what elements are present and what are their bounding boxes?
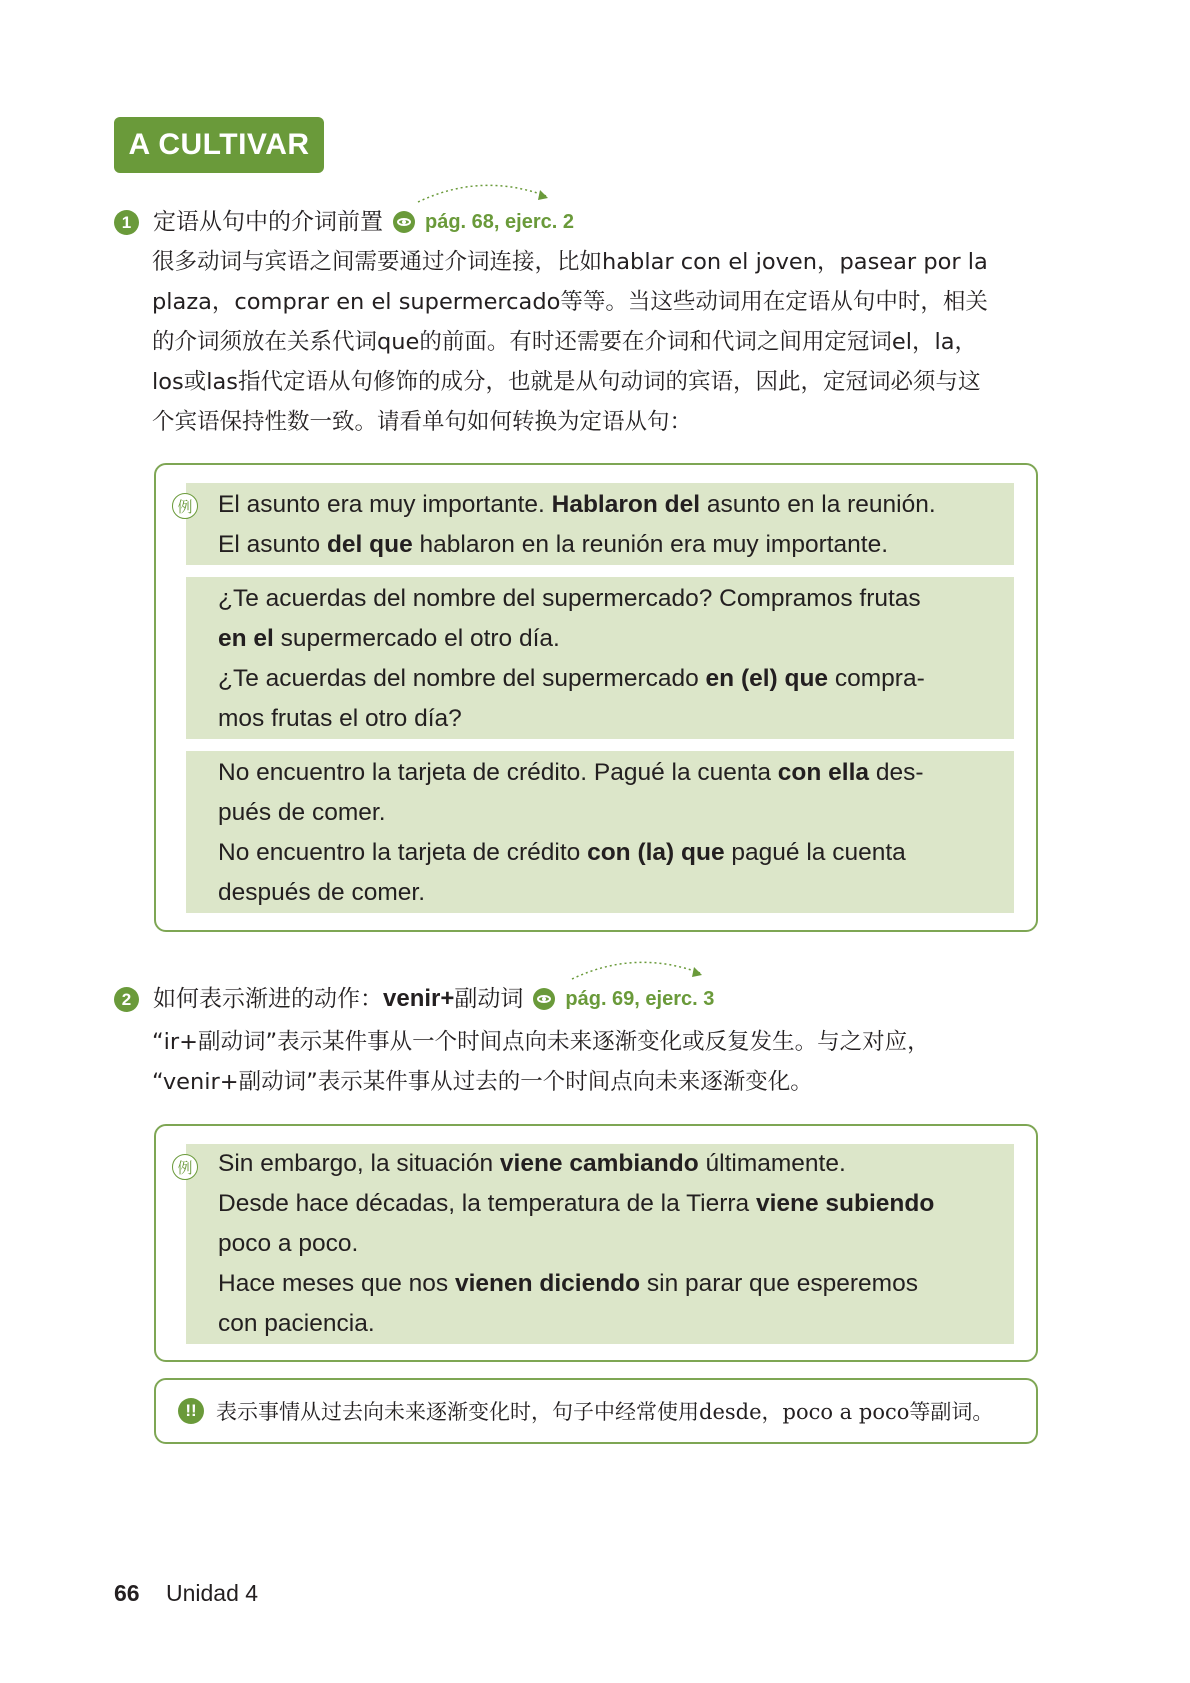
example-text (218, 1144, 988, 1344)
example-line: Desde hace décadas, la temperatura de la Tierra viene subiendo (218, 1190, 935, 1217)
warning-icon: !! (178, 1398, 204, 1424)
example-box (154, 463, 1038, 932)
highlight: Hablaron del (551, 491, 701, 518)
example-box (154, 1124, 1038, 1362)
reference-arrow (416, 178, 556, 206)
highlight: viene subiendo (755, 1190, 935, 1217)
text-line: “venir+副动词”表示某件事从过去的一个时间点向未来逐渐变化。 (152, 1069, 813, 1095)
section-2-explanation (152, 1022, 1038, 1102)
example-line: poco a poco. (218, 1230, 359, 1257)
highlight: viene cambiando (499, 1150, 699, 1177)
section-1-explanation (152, 242, 1038, 442)
example-line: Sin embargo, la situación viene cambiando últimamente. (218, 1150, 846, 1177)
section-title: 定语从句中的介词前置 (153, 209, 383, 235)
section-title: 如何表示渐进的动作： (153, 986, 383, 1012)
note-box (154, 1378, 1038, 1444)
page-number: 66 (114, 1580, 140, 1606)
example-label-icon: 例 (172, 1154, 198, 1180)
eye-icon (393, 211, 415, 233)
highlight: en (el) que (705, 665, 829, 692)
section-title-es: venir+ (383, 985, 455, 1012)
text-line: los或las指代定语从句修饰的成分，也就是从句动词的宾语，因此，定冠词必须与这 (152, 369, 981, 395)
text-line: plaza，comprar en el supermercado等等。当这些动词用在定语从句中时，相关 (152, 289, 988, 315)
text-line: “ir+副动词”表示某件事从一个时间点向未来逐渐变化或反复发生。与之对应， (152, 1029, 930, 1055)
reference-arrow (570, 955, 710, 983)
example-text (218, 485, 988, 565)
highlight: vienen diciendo (454, 1270, 641, 1297)
page-footer (114, 1580, 258, 1607)
note-text: 表示事情从过去向未来逐渐变化时，句子中经常使用desde，poco a poco等副词。 (216, 1400, 994, 1424)
section-1-header (114, 205, 574, 239)
text-line: 很多动词与宾语之间需要通过介词连接，比如hablar con el joven，pasear por la (152, 249, 988, 275)
example-text (218, 579, 988, 739)
exercise-reference: pág. 69, ejerc. 3 (565, 988, 715, 1010)
example-line: El asunto del que hablaron en la reunión era muy importante. (218, 531, 889, 558)
example-line: ¿Te acuerdas del nombre del supermercado en (el) que compra- (218, 665, 925, 692)
eye-icon (533, 988, 555, 1010)
text-line: 个宾语保持性数一致。请看单句如何转换为定语从句： (152, 409, 693, 435)
highlight: con (la) que (587, 839, 725, 866)
example-line: pués de comer. (218, 799, 386, 826)
exercise-reference: pág. 68, ejerc. 2 (425, 211, 574, 233)
highlight: con ella (777, 759, 870, 786)
section-number: 1 (114, 210, 139, 235)
example-line: ¿Te acuerdas del nombre del supermercado? Compramos frutas (218, 585, 921, 612)
example-line: No encuentro la tarjeta de crédito. Pagué la cuenta con ella des- (218, 759, 924, 786)
example-line: mos frutas el otro día? (218, 705, 462, 732)
highlight: en el (218, 625, 274, 652)
example-line: en el supermercado el otro día. (218, 625, 560, 652)
unit-label: Unidad 4 (165, 1580, 259, 1606)
section-number: 2 (114, 987, 139, 1012)
highlight: del que (326, 531, 413, 558)
section-tag: A CULTIVAR (114, 117, 324, 173)
example-label-icon: 例 (172, 493, 198, 519)
example-line: Hace meses que nos vienen diciendo sin parar que esperemos (218, 1270, 918, 1297)
example-line: después de comer. (218, 879, 426, 906)
example-text (218, 753, 988, 913)
example-line: No encuentro la tarjeta de crédito con (la) que pagué la cuenta (218, 839, 906, 866)
section-title-suffix: 副动词 (454, 986, 524, 1012)
example-line: El asunto era muy importante. Hablaron del asunto en la reunión. (218, 491, 936, 518)
example-line: con paciencia. (218, 1310, 375, 1337)
text-line: 的介词须放在关系代词que的前面。有时还需要在介词和代词之间用定冠词el，la， (152, 329, 978, 355)
section-2-header (114, 982, 714, 1016)
